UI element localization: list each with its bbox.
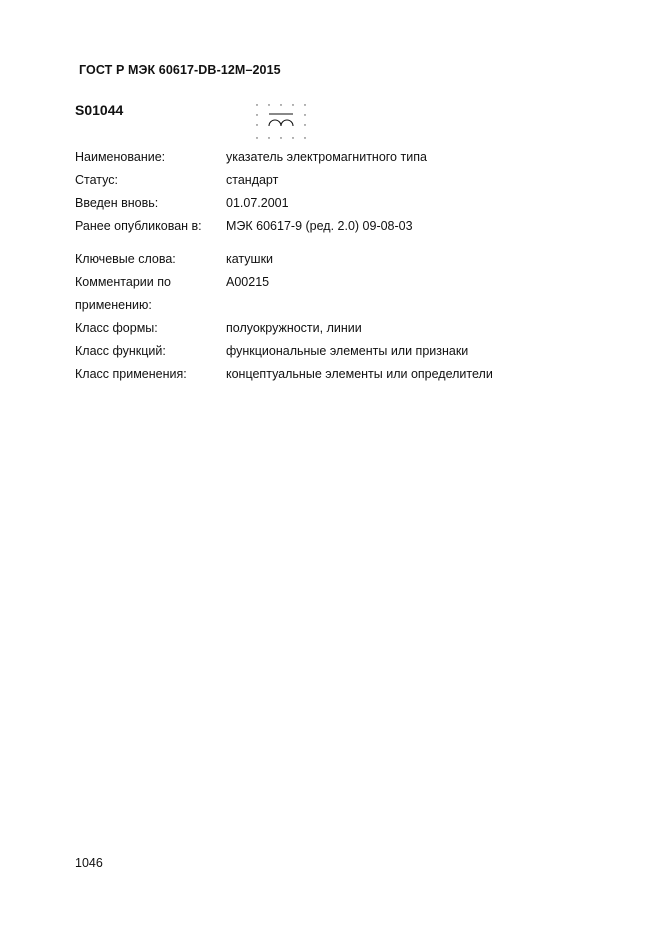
field-label-application-notes-cont: применению: (75, 298, 152, 312)
symbol-code: S01044 (75, 102, 124, 118)
field-label-application-notes: Комментарии по (75, 275, 171, 289)
field-value-status: стандарт (226, 173, 279, 187)
field-value-introduced: 01.07.2001 (226, 196, 289, 210)
field-value-shape-class: полуокружности, линии (226, 321, 362, 335)
page-number: 1046 (75, 856, 103, 870)
field-label-previously-published: Ранее опубликован в: (75, 219, 202, 233)
field-value-previously-published: МЭК 60617-9 (ред. 2.0) 09-08-03 (226, 219, 413, 233)
field-label-function-class: Класс функций: (75, 344, 166, 358)
electromagnetic-indicator-symbol-icon (254, 102, 308, 142)
field-value-application-notes: A00215 (226, 275, 270, 289)
field-value-function-class: функциональные элементы или признаки (226, 344, 469, 358)
field-label-shape-class: Класс формы: (75, 321, 158, 335)
field-label-keywords: Ключевые слова: (75, 252, 176, 266)
field-value-name: указатель электромагнитного типа (226, 150, 427, 164)
document-header: ГОСТ Р МЭК 60617-DB-12M–2015 (79, 63, 281, 77)
field-value-application-class: концептуальные элементы или определители (226, 367, 493, 381)
field-label-name: Наименование: (75, 150, 166, 164)
field-label-introduced: Введен вновь: (75, 196, 159, 210)
field-label-status: Статус: (75, 173, 118, 187)
field-value-keywords: катушки (226, 252, 274, 266)
field-label-application-class: Класс применения: (75, 367, 187, 381)
